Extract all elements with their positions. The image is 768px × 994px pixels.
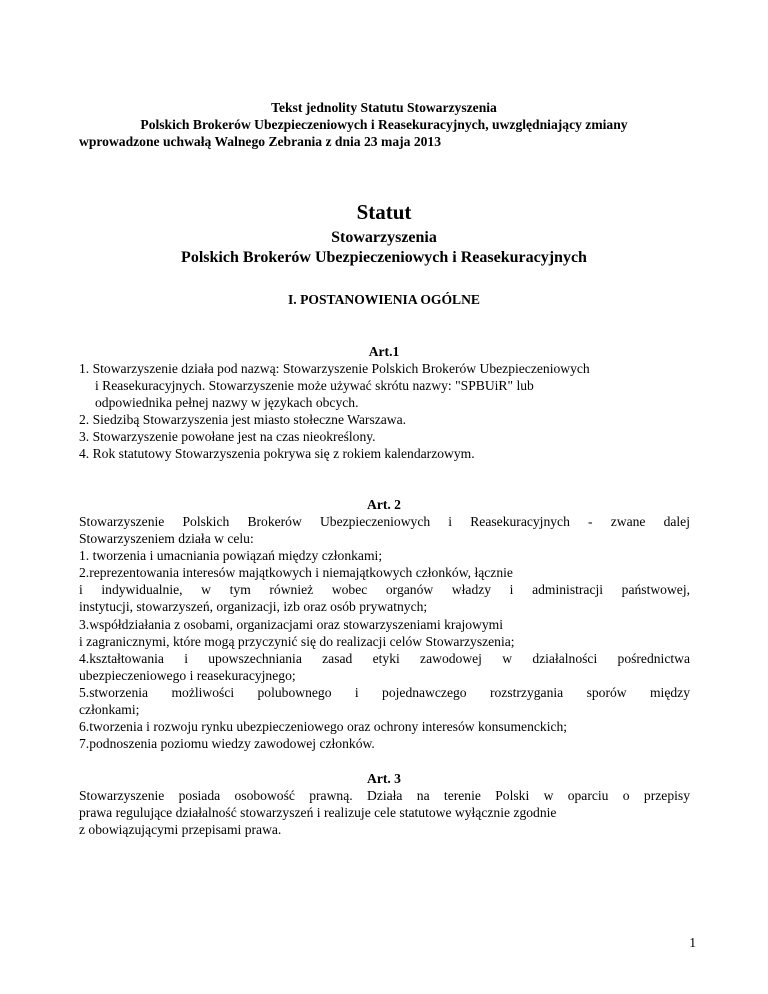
art2-title: Art. 2	[367, 497, 401, 512]
art1-line: 4. Rok statutowy Stowarzyszenia pokrywa się z rokiem kalendarzowym.	[79, 446, 475, 462]
art1-line: i Reasekuracyjnych. Stowarzyszenie może używać skrótu nazwy: "SPBUiR" lub	[95, 378, 534, 394]
header-line-1: Tekst jednolity Statutu Stowarzyszenia	[271, 100, 497, 115]
art1-body	[79, 360, 690, 463]
art2-line: 5.stworzenia możliwości polubownego i pojednawczego rozstrzygania sporów między	[79, 684, 690, 700]
art2-line: Stowarzyszeniem działa w celu:	[79, 531, 254, 547]
art2-line: 1. tworzenia i umacniania powiązań między członkami;	[79, 548, 383, 564]
document-subtitle	[0, 228, 768, 268]
art2-line: członkami;	[79, 702, 140, 718]
art2-line: 4.kształtowania i upowszechniania zasad etyki zawodowej w działalności pośrednictwa	[79, 650, 690, 666]
art2-line: ubezpieczeniowego i reasekuracyjnego;	[79, 667, 296, 683]
art1-line: 1. Stowarzyszenie działa pod nazwą: Stowarzyszenie Polskich Brokerów Ubezpieczeniowych	[79, 361, 590, 376]
art2-line: i zagranicznymi, które mogą przyczynić się do realizacji celów Stowarzyszenia;	[79, 633, 515, 649]
art1-title: Art.1	[368, 344, 400, 359]
art2-line: 2.reprezentowania interesów majątkowych i niemajątkowych członków, łącznie	[79, 565, 513, 581]
art3-line: z obowiązującymi przepisami prawa.	[79, 822, 282, 838]
art2-body	[79, 513, 690, 752]
art2-line: 6.tworzenia i rozwoju rynku ubezpieczeniowego oraz ochrony interesów konsumenckich;	[79, 719, 568, 735]
document-header	[0, 99, 768, 150]
header-line-3: wprowadzone uchwałą Walnego Zebrania z dnia 23 maja 2013	[79, 134, 442, 149]
art1-line: 3. Stowarzyszenie powołane jest na czas nieokreślony.	[79, 429, 376, 445]
art3-line: prawa regulujące działalność stowarzyszeń i realizuje cele statutowe wyłącznie zgodnie	[79, 805, 557, 821]
art3-title: Art. 3	[367, 771, 401, 786]
section-heading: I. POSTANOWIENIA OGÓLNE	[288, 292, 480, 307]
art2-line: Stowarzyszenie Polskich Brokerów Ubezpieczeniowych i Reasekuracyjnych - zwane dalej	[79, 514, 690, 529]
art1-line: 2. Siedzibą Stowarzyszenia jest miasto stołeczne Warszawa.	[79, 412, 407, 428]
header-line-2: Polskich Brokerów Ubezpieczeniowych i Reasekuracyjnych, uwzględniający zmiany	[140, 117, 628, 132]
art2-line: 7.podnoszenia poziomu wiedzy zawodowej członków.	[79, 736, 375, 752]
art3-body	[79, 787, 690, 838]
subtitle-line-1: Stowarzyszenia	[331, 229, 437, 246]
art1-line: odpowiednika pełnej nazwy w językach obcych.	[95, 395, 359, 411]
art2-line: 3.współdziałania z osobami, organizacjami oraz stowarzyszeniami krajowymi	[79, 616, 504, 632]
art2-line: instytucji, stowarzyszeń, organizacji, izb oraz osób prywatnych;	[79, 599, 428, 615]
subtitle-line-2: Polskich Brokerów Ubezpieczeniowych i Reasekuracyjnych	[181, 249, 587, 266]
page-number: 1	[689, 935, 696, 950]
art2-line: i indywidualnie, w tym również wobec organów władzy i administracji państwowej,	[79, 582, 690, 598]
document-title: Statut	[356, 200, 412, 224]
art3-line: Stowarzyszenie posiada osobowość prawną. Działa na terenie Polski w oparciu o przepisy	[79, 788, 690, 803]
